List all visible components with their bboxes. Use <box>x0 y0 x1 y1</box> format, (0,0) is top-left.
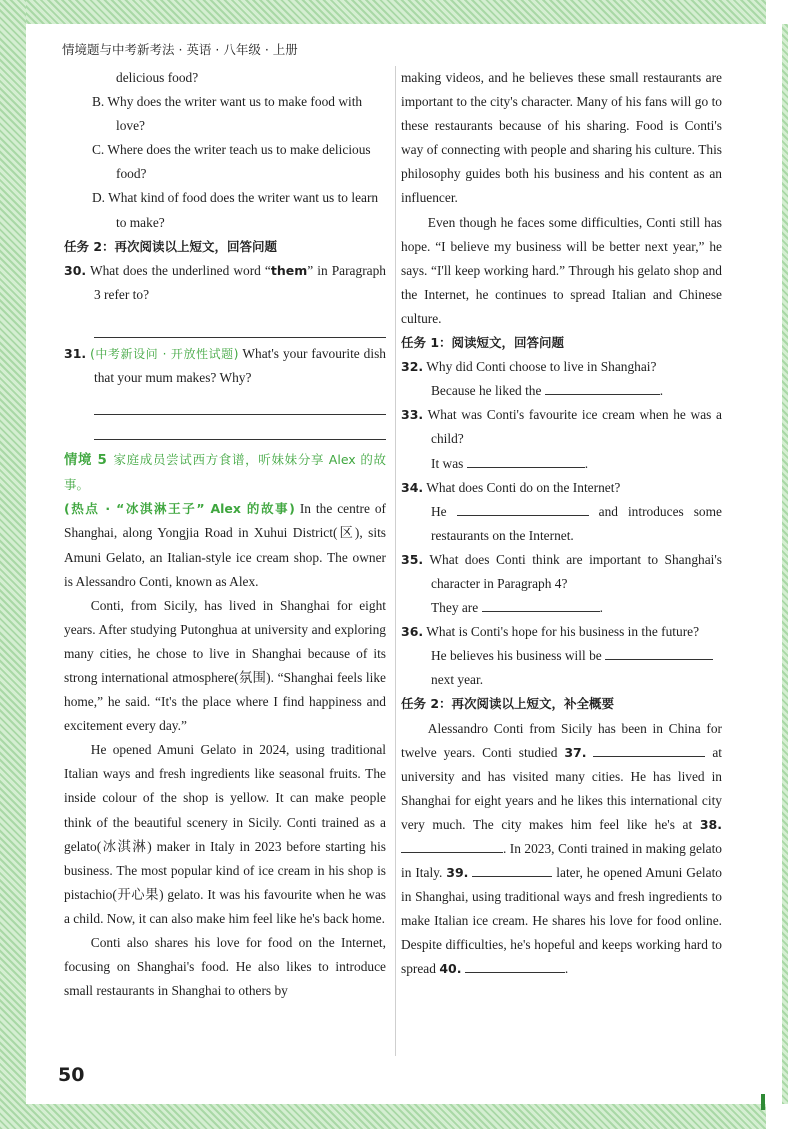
blank-34[interactable] <box>457 501 589 516</box>
question-36: 36. What is Conti's hope for his business in the future? <box>401 624 700 640</box>
page-border-bottom <box>0 1104 800 1129</box>
option-c: C. Where does the writer teach us to make delicious food? <box>92 142 371 182</box>
page-border-right <box>782 24 788 1104</box>
blank-36[interactable] <box>605 645 713 660</box>
task-2-summary-title: 任务 2：再次阅读以上短文，补全概要 <box>401 696 615 712</box>
answer-line-30[interactable] <box>94 313 386 338</box>
page-number: 50 <box>58 1064 85 1086</box>
left-column <box>64 66 386 1003</box>
page-border-top <box>0 0 800 24</box>
paragraph-4-continuation: making videos, and he believes these small restaurants are important to the city's character. Many of his fans will go to these restaurants because of his sharing. Food is Conti's way of connecting with people and sharing his culture. This philosophy guides both his business and his content as an influencer. <box>401 70 722 206</box>
blank-35[interactable] <box>482 597 600 612</box>
running-header: 情境题与中考新考法 · 英语 · 八年级 · 上册 <box>62 42 298 57</box>
question-34: 34. What does Conti do on the Internet? <box>401 479 621 495</box>
blank-40[interactable] <box>465 958 565 973</box>
right-column <box>401 66 722 982</box>
answer-line-31a[interactable] <box>94 390 386 415</box>
blank-38[interactable] <box>401 838 503 853</box>
blank-33[interactable] <box>467 453 585 468</box>
corner-mark <box>761 1094 765 1110</box>
section-label: 情境 5 <box>64 453 107 469</box>
answer-34: He and introduces some restaurants on the Internet. <box>431 500 722 548</box>
paragraph-3: He opened Amuni Gelato in 2024, using traditional Italian ways and fresh ingredients like seasonal fruits. The inside colour of the shop is yellow. It can make people think of the beautiful scenery in Sicily. Conti trained as a gelato(冰淇淋) maker in Italy in 2023 before starting his business. The most popular kind of ice cream in his shop is pistachio(开心果) gelato. It was his favourite when he was a child. Now, it can also make him feel like he's back home. <box>64 742 386 926</box>
paragraph-2: Conti, from Sicily, has lived in Shanghai for eight years. After studying Putonghua at university and exploring many cities, he chose to live in Shanghai because of its strong international atmosphere(氛围). “Shanghai feels like home,” he said. “It's the place where I find happiness and excitement every day.” <box>64 597 386 734</box>
question-35: 35. What does Conti think are important to Shanghai's character in Paragraph 4? <box>401 551 722 591</box>
underlined-word: them <box>270 262 308 278</box>
task-1-title: 任务 1：阅读短文，回答问题 <box>401 335 565 351</box>
paragraph-1: (热点 · “冰淇淋王子” Alex 的故事) In the centre of Shanghai, along Yongjia Road in Xuhui District(区), sits Amuni Gelato, an Italian-style ice cream shop. The owner is Alessandro Conti, known as Alex. <box>64 501 386 589</box>
blank-39[interactable] <box>472 862 552 877</box>
blank-32[interactable] <box>545 380 660 395</box>
answer-32: Because he liked the . <box>431 379 722 403</box>
answer-line-31b[interactable] <box>94 415 386 440</box>
summary-paragraph: Alessandro Conti from Sicily has been in China for twelve years. Conti studied 37. at university and has visited many cities. He has lived in Shanghai for eight years and he likes this international city very much. The city makes him feel like he's at 38. . In 2023, Conti trained in making gelato in Italy. 39. later, he opened Amuni Gelato in Shanghai, using traditional ways and fresh ingredients to make Italian ice cream. He shares his love for food online. Despite difficulties, he's hopeful and keeps working hard to spread 40. . <box>401 720 722 977</box>
question-33: 33. What was Conti's favourite ice cream when he was a child? <box>401 407 722 447</box>
answer-33: It was . <box>431 452 722 476</box>
blank-37[interactable] <box>593 742 705 757</box>
section-heading: 情境 5 家庭成员尝试西方食谱，听妹妹分享 Alex 的故事。 <box>64 452 387 493</box>
hot-tag: (热点 · “冰淇淋王子” Alex 的故事) <box>64 501 295 517</box>
option-d: D. What kind of food does the writer want us to learn to make? <box>92 190 379 230</box>
option-b: B. Why does the writer want us to make food with love? <box>92 94 363 134</box>
question-31: 31. (中考新设问 · 开放性试题) What's your favourite dish that your mum makes? Why? <box>64 345 386 386</box>
answer-36: He believes his business will be next year. <box>431 644 722 692</box>
task-2-title: 任务 2：再次阅读以上短文，回答问题 <box>64 238 278 254</box>
answer-35: They are . <box>431 596 722 620</box>
paragraph-4-start: Conti also shares his love for food on the Internet, focusing on Shanghai's food. He also likes to introduce small restaurants in Shanghai to others by <box>64 935 386 999</box>
paragraph-5: Even though he faces some difficulties, Conti still has hope. “I believe my business will be better next year,” he says. “I'll keep working hard.” Through his gelato shop and the Internet, he continues to spread Italian and Chinese culture. <box>401 214 722 326</box>
column-divider <box>395 66 396 1056</box>
page-border-left <box>0 0 26 1129</box>
question-32: 32. Why did Conti choose to live in Shanghai? <box>401 359 657 375</box>
question-30: 30. What does the underlined word “them” in Paragraph 3 refer to? <box>64 262 386 302</box>
option-a-continuation: delicious food? <box>116 70 199 85</box>
